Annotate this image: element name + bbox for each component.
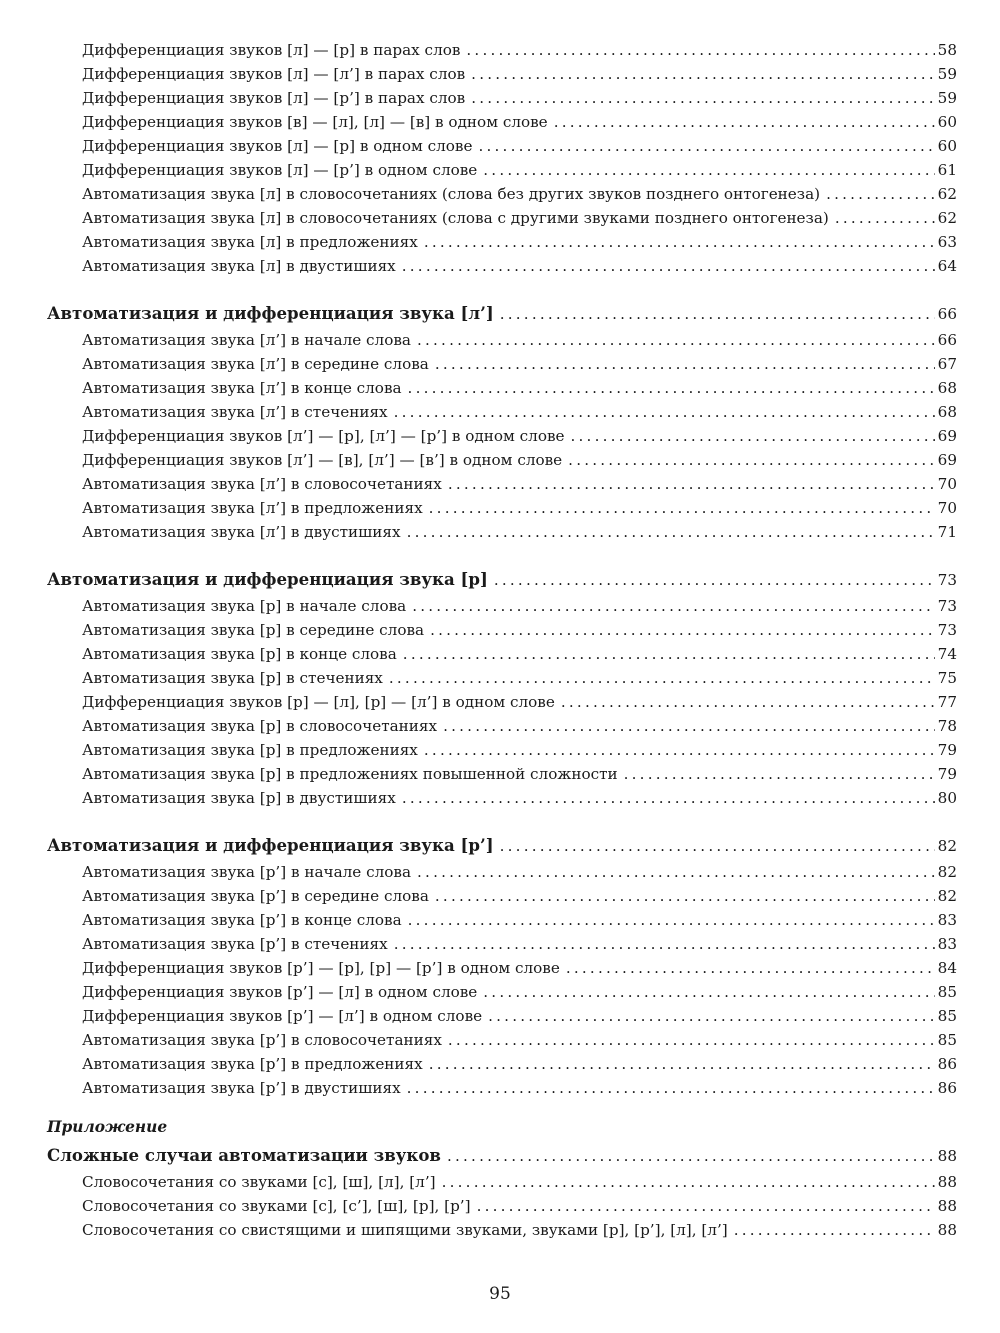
toc-entry-title: Дифференциация звуков [л’] — [в], [л’] — [в’] в одном слове	[82, 451, 563, 469]
toc-section-r-soft	[47, 830, 957, 1100]
toc-entry[interactable]	[47, 956, 957, 980]
toc-entry[interactable]	[47, 520, 957, 544]
leader-dots	[389, 666, 935, 690]
section-title: Автоматизация и дифференциация звука [л’]	[47, 303, 494, 323]
leader-dots	[443, 714, 935, 738]
leader-dots	[429, 496, 935, 520]
toc-entry-page: 59	[937, 65, 957, 83]
toc-entry-title: Дифференциация звуков [л] — [р’] в парах слов	[82, 89, 466, 107]
toc-entry-title: Автоматизация звука [л’] в середине слова	[82, 355, 429, 373]
section-title: Автоматизация и дифференциация звука [р’]	[47, 835, 494, 855]
toc-entry-title: Дифференциация звуков [р’] — [л] в одном слове	[82, 983, 478, 1001]
toc-entry[interactable]	[47, 1170, 957, 1194]
toc-entry-page: 86	[937, 1055, 957, 1073]
leader-dots	[568, 448, 935, 472]
section-title: Автоматизация и дифференциация звука [р]	[47, 569, 488, 589]
leader-dots	[430, 618, 935, 642]
toc-entry-page: 78	[937, 717, 957, 735]
toc-entry[interactable]	[47, 762, 957, 786]
leader-dots	[447, 1141, 935, 1171]
toc-entry-page: 63	[937, 233, 957, 251]
toc-entry[interactable]	[47, 908, 957, 932]
toc-entry-title: Дифференциация звуков [р] — [л], [р] — [л’] в одном слове	[82, 693, 555, 711]
toc-entry-page: 68	[937, 403, 957, 421]
toc-entry[interactable]	[47, 496, 957, 520]
toc-entry-title: Автоматизация звука [л’] в двустишиях	[82, 523, 401, 541]
leader-dots	[402, 254, 935, 278]
toc-entry[interactable]	[47, 134, 957, 158]
toc-entry-page: 60	[937, 113, 957, 131]
toc-entry-page: 73	[937, 597, 957, 615]
section-title: Сложные случаи автоматизации звуков	[47, 1145, 441, 1165]
toc-entry[interactable]	[47, 738, 957, 762]
toc-section-l-soft	[47, 298, 957, 544]
leader-dots	[554, 110, 935, 134]
toc-entry[interactable]	[47, 618, 957, 642]
toc-appendix	[47, 1114, 957, 1242]
toc-entry[interactable]	[47, 980, 957, 1004]
leader-dots	[394, 400, 935, 424]
toc-entry-page: 79	[937, 741, 957, 759]
toc-entry-page: 88	[937, 1173, 957, 1191]
toc-entry[interactable]	[47, 666, 957, 690]
leader-dots	[466, 38, 934, 62]
table-of-contents	[47, 38, 957, 1242]
leader-dots	[500, 299, 935, 329]
toc-entry-title: Дифференциация звуков [в] — [л], [л] — [в] в одном слове	[82, 113, 548, 131]
toc-entry[interactable]	[47, 884, 957, 908]
leader-dots	[471, 62, 935, 86]
toc-entry-page: 85	[937, 1007, 957, 1025]
leader-dots	[483, 158, 934, 182]
leader-dots	[412, 594, 934, 618]
leader-dots	[448, 472, 935, 496]
toc-entry-title: Автоматизация звука [р] в словосочетаниях	[82, 717, 438, 735]
toc-entry[interactable]	[47, 352, 957, 376]
toc-entry-title: Дифференциация звуков [л] — [р’] в одном слове	[82, 161, 478, 179]
toc-entry-title: Автоматизация звука [л’] в предложениях	[82, 499, 423, 517]
toc-entry[interactable]	[47, 328, 957, 352]
toc-entry[interactable]	[47, 86, 957, 110]
toc-entry-title: Автоматизация звука [р’] в конце слова	[82, 911, 402, 929]
toc-entry[interactable]	[47, 230, 957, 254]
leader-dots	[407, 1076, 935, 1100]
toc-entry-title: Автоматизация звука [р] в предложениях повышенной сложности	[82, 765, 618, 783]
toc-entry-title: Дифференциация звуков [л] — [р] в одном слове	[82, 137, 473, 155]
toc-entry[interactable]	[47, 254, 957, 278]
toc-entry-page: 58	[937, 41, 957, 59]
toc-entry-title: Автоматизация звука [л] в предложениях	[82, 233, 418, 251]
leader-dots	[429, 1052, 935, 1076]
toc-entry-title: Дифференциация звуков [л] — [л’] в парах слов	[82, 65, 466, 83]
toc-entry-page: 88	[937, 1197, 957, 1215]
leader-dots	[734, 1218, 935, 1242]
toc-entry[interactable]	[47, 206, 957, 230]
toc-entry-page: 73	[937, 621, 957, 639]
section-page: 66	[937, 305, 957, 323]
toc-section-heading[interactable]	[47, 1140, 957, 1170]
toc-entry[interactable]	[47, 448, 957, 472]
toc-entry-title: Автоматизация звука [р’] в словосочетаниях	[82, 1031, 442, 1049]
leader-dots	[417, 328, 935, 352]
leader-dots	[566, 956, 935, 980]
toc-entry-page: 82	[937, 887, 957, 905]
toc-entry-title: Автоматизация звука [р’] в стечениях	[82, 935, 388, 953]
toc-entry-page: 79	[937, 765, 957, 783]
leader-dots	[403, 642, 935, 666]
toc-entry-title: Словосочетания со звуками [с], [ш], [л], [л’]	[82, 1173, 436, 1191]
toc-entry-title: Автоматизация звука [л] в словосочетаниях (слова без других звуков позднего онтогенеза)	[82, 185, 821, 203]
toc-section-r	[47, 564, 957, 810]
section-page: 73	[937, 571, 957, 589]
appendix-label: Приложение	[47, 1118, 168, 1136]
leader-dots	[424, 230, 935, 254]
leader-dots	[478, 134, 934, 158]
toc-entry-page: 66	[937, 331, 957, 349]
toc-entry-title: Автоматизация звука [л’] в начале слова	[82, 331, 411, 349]
toc-entry-page: 86	[937, 1079, 957, 1097]
toc-entry[interactable]	[47, 38, 957, 62]
toc-entry-title: Дифференциация звуков [л] — [р] в парах слов	[82, 41, 461, 59]
toc-entry-title: Автоматизация звука [р’] в предложениях	[82, 1055, 423, 1073]
toc-entry[interactable]	[47, 690, 957, 714]
toc-entry[interactable]	[47, 424, 957, 448]
toc-entry-page: 59	[937, 89, 957, 107]
toc-entry-title: Дифференциация звуков [р’] — [л’] в одном слове	[82, 1007, 483, 1025]
leader-dots	[394, 932, 935, 956]
toc-entry-title: Автоматизация звука [р’] в середине слова	[82, 887, 429, 905]
leader-dots	[417, 860, 935, 884]
toc-entry-page: 83	[937, 911, 957, 929]
toc-entry-page: 69	[937, 427, 957, 445]
leader-dots	[483, 980, 934, 1004]
toc-entry-title: Автоматизация звука [л’] в словосочетаниях	[82, 475, 442, 493]
toc-section-heading[interactable]	[47, 298, 957, 328]
toc-section-heading[interactable]	[47, 564, 957, 594]
toc-continued-items	[47, 38, 957, 278]
toc-entry-title: Автоматизация звука [р] в предложениях	[82, 741, 418, 759]
toc-entry-page: 80	[937, 789, 957, 807]
toc-entry-title: Автоматизация звука [р] в двустишиях	[82, 789, 396, 807]
leader-dots	[424, 738, 935, 762]
toc-entry-title: Автоматизация звука [л] в словосочетаниях (слова с другими звуками позднего онтогенеза)	[82, 209, 829, 227]
toc-entry[interactable]	[47, 860, 957, 884]
leader-dots	[407, 520, 935, 544]
leader-dots	[494, 565, 935, 595]
toc-entry-page: 88	[937, 1221, 957, 1239]
section-page: 88	[937, 1147, 957, 1165]
leader-dots	[448, 1028, 935, 1052]
leader-dots	[826, 182, 935, 206]
toc-entry[interactable]	[47, 932, 957, 956]
toc-entry-page: 71	[937, 523, 957, 541]
toc-entry-title: Автоматизация звука [л’] в конце слова	[82, 379, 402, 397]
toc-entry-title: Словосочетания со свистящими и шипящими звуками, звуками [р], [р’], [л], [л’]	[82, 1221, 728, 1239]
toc-entry-page: 70	[937, 475, 957, 493]
toc-entry-title: Дифференциация звуков [р’] — [р], [р] — [р’] в одном слове	[82, 959, 560, 977]
toc-entry[interactable]	[47, 1076, 957, 1100]
toc-entry-page: 70	[937, 499, 957, 517]
toc-entry-title: Автоматизация звука [р] в середине слова	[82, 621, 425, 639]
section-page: 82	[937, 837, 957, 855]
toc-entry-page: 77	[937, 693, 957, 711]
leader-dots	[488, 1004, 935, 1028]
toc-entry[interactable]	[47, 400, 957, 424]
toc-entry-title: Автоматизация звука [р] в стечениях	[82, 669, 383, 687]
leader-dots	[402, 786, 935, 810]
toc-entry-page: 83	[937, 935, 957, 953]
toc-entry-page: 64	[937, 257, 957, 275]
toc-entry-page: 84	[937, 959, 957, 977]
leader-dots	[408, 376, 935, 400]
toc-entry[interactable]	[47, 472, 957, 496]
toc-entry-title: Словосочетания со звуками [с], [с’], [ш], [р], [р’]	[82, 1197, 471, 1215]
leader-dots	[435, 884, 935, 908]
leader-dots	[408, 908, 935, 932]
toc-entry[interactable]	[47, 376, 957, 400]
toc-entry-page: 74	[937, 645, 957, 663]
toc-entry-page: 85	[937, 983, 957, 1001]
toc-entry-page: 69	[937, 451, 957, 469]
leader-dots	[442, 1170, 935, 1194]
toc-entry-title: Автоматизация звука [л] в двустишиях	[82, 257, 396, 275]
toc-entry-page: 67	[937, 355, 957, 373]
toc-entry[interactable]	[47, 62, 957, 86]
leader-dots	[435, 352, 935, 376]
leader-dots	[471, 86, 934, 110]
toc-entry-page: 60	[937, 137, 957, 155]
leader-dots	[477, 1194, 935, 1218]
toc-entry[interactable]	[47, 110, 957, 134]
leader-dots	[561, 690, 935, 714]
leader-dots	[571, 424, 935, 448]
toc-entry-page: 75	[937, 669, 957, 687]
toc-entry-title: Автоматизация звука [р] в конце слова	[82, 645, 397, 663]
toc-entry[interactable]	[47, 642, 957, 666]
toc-entry-title: Автоматизация звука [р’] в двустишиях	[82, 1079, 401, 1097]
toc-entry[interactable]	[47, 1194, 957, 1218]
toc-entry-title: Автоматизация звука [л’] в стечениях	[82, 403, 388, 421]
page-number: 95	[489, 1284, 511, 1304]
toc-entry[interactable]	[47, 1052, 957, 1076]
toc-entry-title: Автоматизация звука [р] в начале слова	[82, 597, 407, 615]
toc-entry-page: 82	[937, 863, 957, 881]
toc-entry[interactable]	[47, 594, 957, 618]
toc-entry-page: 68	[937, 379, 957, 397]
toc-entry[interactable]	[47, 182, 957, 206]
toc-entry-title: Дифференциация звуков [л’] — [р], [л’] — [р’] в одном слове	[82, 427, 565, 445]
leader-dots	[835, 206, 935, 230]
toc-entry-page: 85	[937, 1031, 957, 1049]
toc-entry-page: 62	[937, 185, 957, 203]
toc-entry-title: Автоматизация звука [р’] в начале слова	[82, 863, 412, 881]
leader-dots	[500, 831, 935, 861]
toc-entry[interactable]	[47, 1028, 957, 1052]
toc-entry[interactable]	[47, 1004, 957, 1028]
toc-entry[interactable]	[47, 786, 957, 810]
toc-entry[interactable]	[47, 158, 957, 182]
toc-entry[interactable]	[47, 714, 957, 738]
toc-section-heading[interactable]	[47, 830, 957, 860]
toc-entry-page: 61	[937, 161, 957, 179]
toc-entry-page: 62	[937, 209, 957, 227]
leader-dots	[624, 762, 935, 786]
toc-entry[interactable]	[47, 1218, 957, 1242]
